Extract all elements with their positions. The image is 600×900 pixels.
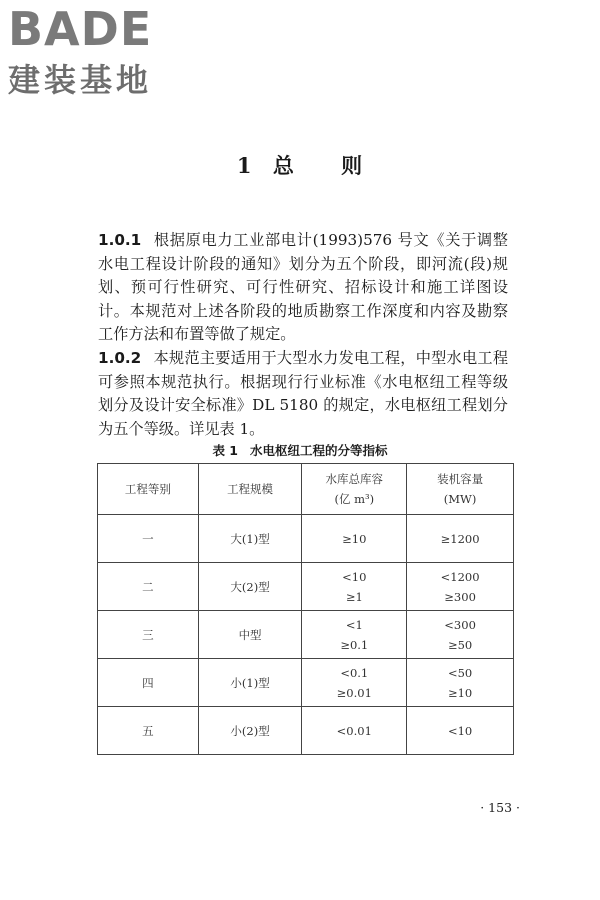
table-row xyxy=(98,563,514,611)
cell-capacity-line1: <0.1 xyxy=(340,665,369,680)
cell-capacity-line1: ≥10 xyxy=(342,531,367,546)
header-power xyxy=(407,464,514,515)
table-caption-title: 水电枢纽工程的分等指标 xyxy=(250,443,388,458)
cell-scale: 大(2)型 xyxy=(198,563,302,611)
cell-power-line1: <50 xyxy=(447,665,473,680)
cell-scale: 大(1)型 xyxy=(198,515,302,563)
cell-scale: 小(1)型 xyxy=(198,659,302,707)
clause-text: 根据原电力工业部电计(1993)576 号文《关于调整水电工程设计阶段的通知》划分为五个阶段，即河流(段)规划、预可行性研究、可行性研究、招标设计和施工详图设计。本规范对上述各阶段的地质勘察工作深度和内容及勘察工作方法和布置等做了规定。 xyxy=(98,231,508,343)
clause-1-0-1 xyxy=(98,229,508,347)
clause-number: 1.0.1 xyxy=(98,231,142,249)
cell-scale: 中型 xyxy=(198,611,302,659)
cell-power-line2: ≥10 xyxy=(447,685,473,700)
page-number: · 153 · xyxy=(480,800,520,815)
chapter-number: 1 xyxy=(236,153,253,178)
chapter-title-part1: 总 xyxy=(272,153,295,178)
cell-power-line1: ≥1200 xyxy=(440,531,480,546)
cell-power xyxy=(407,515,514,563)
brand-watermark xyxy=(8,2,178,99)
cell-grade: 一 xyxy=(98,515,199,563)
cell-capacity-line1: <1 xyxy=(345,617,363,632)
table-row xyxy=(98,707,514,755)
table-caption-label: 表 1 xyxy=(212,443,239,458)
table-caption xyxy=(0,441,600,459)
cell-capacity-line2: ≥1 xyxy=(345,589,363,604)
cell-capacity-line1: <10 xyxy=(342,569,367,584)
cell-capacity xyxy=(302,659,407,707)
cell-grade: 三 xyxy=(98,611,199,659)
brand-logo-cn: 建装基地 xyxy=(8,61,153,99)
cell-capacity xyxy=(302,611,407,659)
chapter-title xyxy=(0,150,600,180)
cell-power-line2: ≥50 xyxy=(447,637,473,652)
header-capacity xyxy=(302,464,407,515)
table-row xyxy=(98,515,514,563)
cell-power-line1: <10 xyxy=(447,723,473,738)
cell-capacity-line2: ≥0.1 xyxy=(340,637,369,652)
header-power-line1: 装机容量 xyxy=(437,472,484,486)
table-row xyxy=(98,659,514,707)
cell-power xyxy=(407,611,514,659)
cell-grade: 五 xyxy=(98,707,199,755)
header-capacity-line1: 水库总库容 xyxy=(325,472,384,486)
header-grade: 工程等别 xyxy=(98,464,199,515)
header-scale: 工程规模 xyxy=(198,464,302,515)
cell-power-line1: <1200 xyxy=(440,569,480,584)
grade-table xyxy=(97,463,514,755)
clause-1-0-2 xyxy=(98,347,508,441)
cell-capacity-line1: <0.01 xyxy=(336,723,372,738)
cell-power-line2: ≥300 xyxy=(444,589,476,604)
chapter-title-part2: 则 xyxy=(341,153,364,178)
clause-text: 本规范主要适用于大型水力发电工程，中型水电工程可参照本规范执行。根据现行行业标准《水电枢纽工程等级划分及设计安全标准》DL 5180 的规定，水电枢纽工程划分为五个等级。详见表 1。 xyxy=(98,349,508,438)
brand-logo-en: BADE xyxy=(8,2,153,56)
clause-number: 1.0.2 xyxy=(98,349,142,367)
cell-power xyxy=(407,659,514,707)
header-capacity-line2: (亿 m³) xyxy=(334,492,375,506)
cell-capacity xyxy=(302,563,407,611)
cell-power xyxy=(407,707,514,755)
table-row xyxy=(98,611,514,659)
cell-scale: 小(2)型 xyxy=(198,707,302,755)
cell-grade: 二 xyxy=(98,563,199,611)
cell-power xyxy=(407,563,514,611)
cell-power-line1: <300 xyxy=(444,617,476,632)
header-power-line2: (MW) xyxy=(443,492,477,506)
table-header-row xyxy=(98,464,514,515)
cell-capacity xyxy=(302,707,407,755)
cell-grade: 四 xyxy=(98,659,199,707)
cell-capacity xyxy=(302,515,407,563)
cell-capacity-line2: ≥0.01 xyxy=(336,685,372,700)
